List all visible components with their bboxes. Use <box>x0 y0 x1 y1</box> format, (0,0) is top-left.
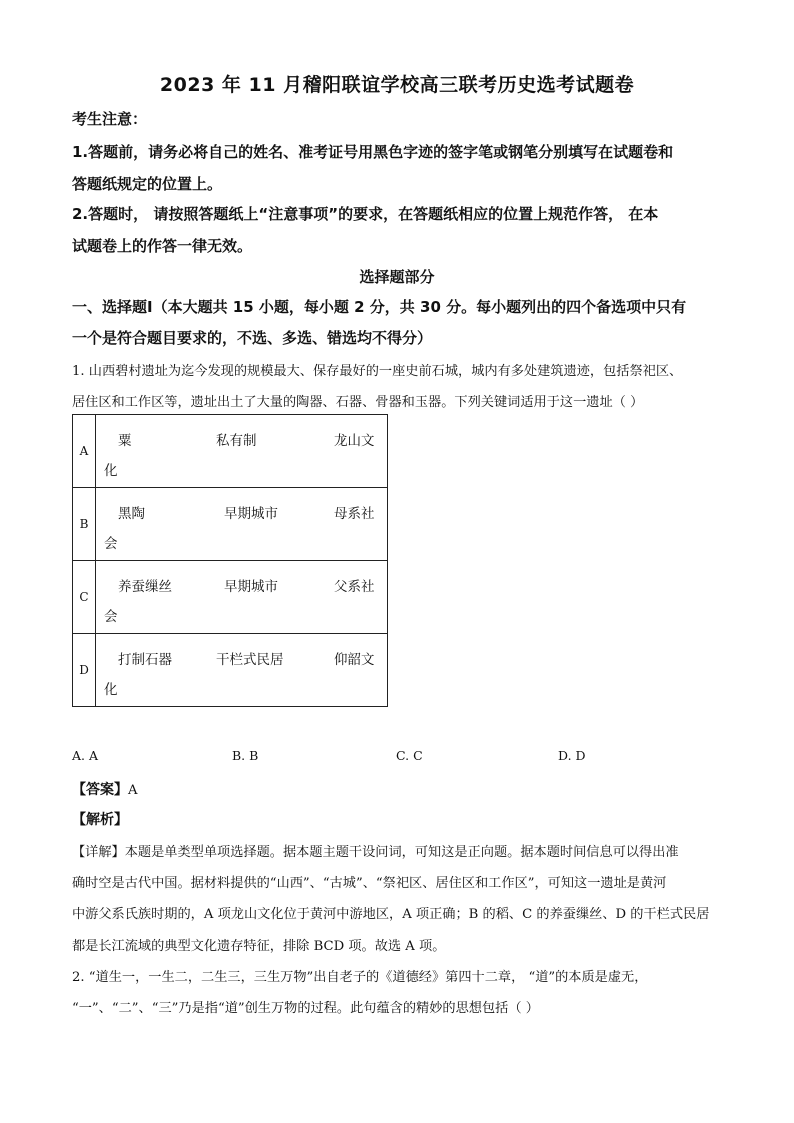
option-letter: C <box>73 561 96 634</box>
notice-line-3: 2.答题时， 请按照答题纸上“注意事项”的要求，在答题纸相应的位置上规范作答， 在本 <box>72 205 659 223</box>
q1-stem-2: 居住区和工作区等，遗址出土了大量的陶器、石器、骨器和玉器。下列关键词适用于这一遗址（ ） <box>72 395 644 410</box>
keyword-3-wrap: 会 <box>104 536 118 552</box>
option-cell <box>96 488 388 561</box>
option-letter: A <box>73 415 96 488</box>
detail-line-4: 都是长江流域的典型文化遗存特征，排除 BCD 项。故选 A 项。 <box>72 939 446 954</box>
option-row-a <box>73 415 388 488</box>
detail-line-3: 中游父系氏族时期的，A 项龙山文化位于黄河中游地区，A 项正确；B 的稻、C 的养蚕缫丝、D 的干栏式民居 <box>72 907 710 922</box>
keyword-3: 龙山文 <box>334 433 375 449</box>
keyword-2: 干栏式民居 <box>216 652 284 668</box>
analysis-label: 【解析】 <box>72 812 128 828</box>
option-row-c <box>73 561 388 634</box>
q2-stem-2: “一”、“二”、“三”乃是指“道”创生万物的过程。此句蕴含的精妙的思想包括（ ） <box>72 1001 539 1016</box>
keyword-2: 早期城市 <box>224 506 278 522</box>
part1-instruction-2: 一个是符合题目要求的，不选、多选、错选均不得分） <box>72 329 433 347</box>
q2-stem-1: 2. “道生一，一生二，二生三，三生万物”出自老子的《道德经》第四十二章， “道”的本质是虚无， <box>72 970 648 985</box>
keyword-1: 粟 <box>118 433 132 449</box>
option-letter: B <box>73 488 96 561</box>
option-letter: D <box>73 634 96 707</box>
keyword-2: 早期城市 <box>224 579 278 595</box>
notice-line-2: 答题纸规定的位置上。 <box>72 175 223 193</box>
keyword-1: 养蚕缫丝 <box>118 579 172 595</box>
keyword-3: 仰韶文 <box>334 652 375 668</box>
answer-label: 【答案】 <box>72 782 128 798</box>
choice-b: B. B <box>232 748 259 763</box>
notice-line-1: 1.答题前，请务必将自己的姓名、准考证号用黑色字迹的签字笔或钢笔分别填写在试题卷和 <box>72 143 674 161</box>
keyword-3-wrap: 化 <box>104 682 118 698</box>
page-title: 2023 年 11 月稽阳联谊学校高三联考历史选考试题卷 <box>159 74 635 96</box>
q1-options-table <box>72 414 388 707</box>
analysis-line <box>72 809 128 829</box>
notice-heading: 考生注意： <box>72 110 148 128</box>
answer-line <box>72 779 138 799</box>
detail-line-1: 【详解】本题是单类型单项选择题。据本题主题干设问词，可知这是正向题。据本题时间信息可以得出准 <box>72 845 679 860</box>
choice-c: C. C <box>396 748 423 763</box>
keyword-3: 父系社 <box>334 579 375 595</box>
option-cell <box>96 634 388 707</box>
keyword-3-wrap: 化 <box>104 463 118 479</box>
choice-d: D. D <box>558 748 586 763</box>
option-cell <box>96 561 388 634</box>
option-row-d <box>73 634 388 707</box>
choice-a: A. A <box>72 748 99 763</box>
keyword-1: 黑陶 <box>118 506 145 522</box>
notice-line-4: 试题卷上的作答一律无效。 <box>72 237 253 255</box>
part1-instruction-1: 一、选择题Ⅰ（本大题共 15 小题，每小题 2 分，共 30 分。每小题列出的四个备选项中只有 <box>72 298 687 316</box>
keyword-1: 打制石器 <box>118 652 172 668</box>
q1-stem-1: 1. 山西碧村遗址为迄今发现的规模最大、保存最好的一座史前石城，城内有多处建筑遗迹，包括祭祀区、 <box>72 364 683 379</box>
keyword-3: 母系社 <box>334 506 375 522</box>
option-cell <box>96 415 388 488</box>
section-title: 选择题部分 <box>359 268 435 286</box>
option-row-b <box>73 488 388 561</box>
detail-line-2: 确时空是古代中国。据材料提供的“山西”、“古城”、“祭祀区、居住区和工作区”，可知这一遗址是黄河 <box>72 876 667 891</box>
answer-value: A <box>128 783 138 798</box>
keyword-3-wrap: 会 <box>104 609 118 625</box>
keyword-2: 私有制 <box>216 433 257 449</box>
